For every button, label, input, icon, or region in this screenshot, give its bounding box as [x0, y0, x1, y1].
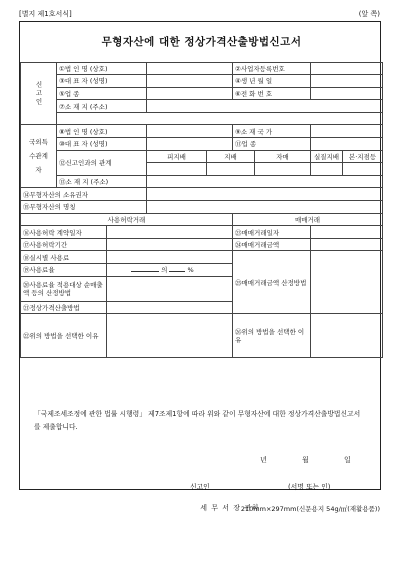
foreign-address-label: ⑬소 재 지 (주소) [57, 175, 147, 188]
asset-owner-label: ⑭무형자산의 소유권자 [21, 188, 147, 201]
page-side-label: (앞 쪽) [358, 10, 380, 18]
license-period-label: ⑰사용허락기간 [21, 238, 107, 251]
applicant-rep-label: ③대 표 자 (성명) [57, 75, 147, 88]
license-reason-field[interactable] [107, 314, 233, 358]
applicant-bizno-field[interactable] [311, 62, 383, 75]
paper-spec: 210mm×297mm(신문용지 54g/㎡(재활용품)) [240, 505, 380, 513]
date-year-label: 년 [260, 456, 267, 464]
addressee: 세 무 서 장 귀하 [200, 504, 260, 512]
foreign-group-label: 국외특수관계자 [21, 125, 57, 188]
applicant-name-field[interactable] [147, 62, 233, 75]
license-method-label: ㉑정상가격산출방법 [21, 301, 107, 314]
license-reason-label: ㉒위의 방법을 선택한 이유 [21, 314, 107, 358]
form-number: [별지 제1호서식] [19, 10, 72, 18]
sale-amount-field[interactable] [311, 238, 383, 251]
foreign-relation-label: ⑫신고인과의 관계 [57, 150, 147, 175]
relation-check-5[interactable] [343, 163, 383, 176]
applicant-group-label: 신고인 [21, 62, 57, 125]
relation-option-branch[interactable]: 본·지점등 [343, 150, 383, 163]
relation-option-subordinate[interactable]: 피지배 [147, 150, 207, 163]
relation-option-actual-control[interactable]: 실질지배 [311, 150, 343, 163]
relation-option-sister[interactable]: 자매 [255, 150, 311, 163]
applicant-rep-field[interactable] [147, 75, 233, 88]
license-base-label: ⑳사용료율 적용대상 순매출액 등의 산정방법 [21, 276, 107, 301]
applicant-bizno-label: ②사업자등록번호 [233, 62, 311, 75]
applicant-spacer [57, 112, 383, 125]
foreign-country-field[interactable] [311, 125, 383, 138]
license-fee-label: ⑱실시별 사용료 [21, 251, 107, 264]
foreign-country-label: ⑨소 재 국 가 [233, 125, 311, 138]
foreign-industry-label: ⑪업 종 [233, 138, 311, 151]
foreign-name-label: ⑧법 인 명 (상호) [57, 125, 147, 138]
date-month-label: 월 [302, 456, 309, 464]
rate-percent-label: % [187, 266, 194, 275]
license-base-field[interactable] [107, 276, 233, 301]
applicant-phone-label: ⑥전 화 번 호 [233, 87, 311, 100]
rate-of-label: 의 [161, 266, 168, 275]
sale-section-title: 매매거래 [233, 213, 383, 226]
applicant-address-label: ⑦소 재 지 (주소) [57, 100, 147, 113]
asset-name-field[interactable] [147, 201, 383, 214]
sale-calc-field[interactable] [311, 251, 383, 314]
applicant-birth-field[interactable] [311, 75, 383, 88]
asset-name-label: ⑮무형자산의 명칭 [21, 201, 147, 214]
applicant-industry-field[interactable] [147, 87, 233, 100]
relation-check-3[interactable] [255, 163, 311, 176]
applicant-birth-label: ④생 년 월 일 [233, 75, 311, 88]
license-section-title: 사용허락거래 [21, 213, 233, 226]
license-method-field[interactable] [107, 301, 233, 314]
asset-owner-field[interactable] [147, 188, 383, 201]
sale-date-field[interactable] [311, 226, 383, 239]
applicant-address-field[interactable] [147, 100, 383, 113]
applicant-phone-field[interactable] [311, 87, 383, 100]
signature-hint: (서명 또는 인) [288, 483, 331, 491]
relation-check-4[interactable] [311, 163, 343, 176]
applicant-name-label: ①법 인 명 (상호) [57, 62, 147, 75]
license-rate-field[interactable] [107, 264, 233, 277]
foreign-rep-label: ⑩대 표 자 (성명) [57, 138, 147, 151]
foreign-industry-field[interactable] [311, 138, 383, 151]
license-contract-date-field[interactable] [107, 226, 233, 239]
date-day-label: 일 [344, 456, 351, 464]
relation-check-2[interactable] [207, 163, 255, 176]
license-period-field[interactable] [107, 238, 233, 251]
declaration-statement: 「국제조세조정에 관한 법률 시행령」 제7조제1항에 따라 위와 같이 무형자산에 대한 정상가격산출방법신고서를 제출합니다. [34, 410, 361, 431]
form-table [20, 22, 383, 358]
license-fee-field[interactable] [107, 251, 233, 264]
applicant-industry-label: ⑤업 종 [57, 87, 147, 100]
license-rate-label: ⑲사용료율 [21, 264, 107, 277]
foreign-rep-field[interactable] [147, 138, 233, 151]
relation-option-dominant[interactable]: 지배 [207, 150, 255, 163]
foreign-address-field[interactable] [147, 175, 383, 188]
license-contract-date-label: ⑯사용허락 계약일자 [21, 226, 107, 239]
signature-label: 신고인 [190, 483, 210, 491]
relation-check-1[interactable] [147, 163, 207, 176]
sale-reason-field[interactable] [311, 314, 383, 358]
sale-reason-label: ㉖위의 방법을 선택한 이유 [233, 314, 311, 358]
sale-date-label: ㉓매매거래일자 [233, 226, 311, 239]
sale-amount-label: ㉔매매거래금액 [233, 238, 311, 251]
sale-calc-label: ㉕매매거래금액 산정방법 [233, 251, 311, 314]
foreign-name-field[interactable] [147, 125, 233, 138]
page-title: 무형자산에 대한 정상가격산출방법신고서 [21, 22, 383, 62]
